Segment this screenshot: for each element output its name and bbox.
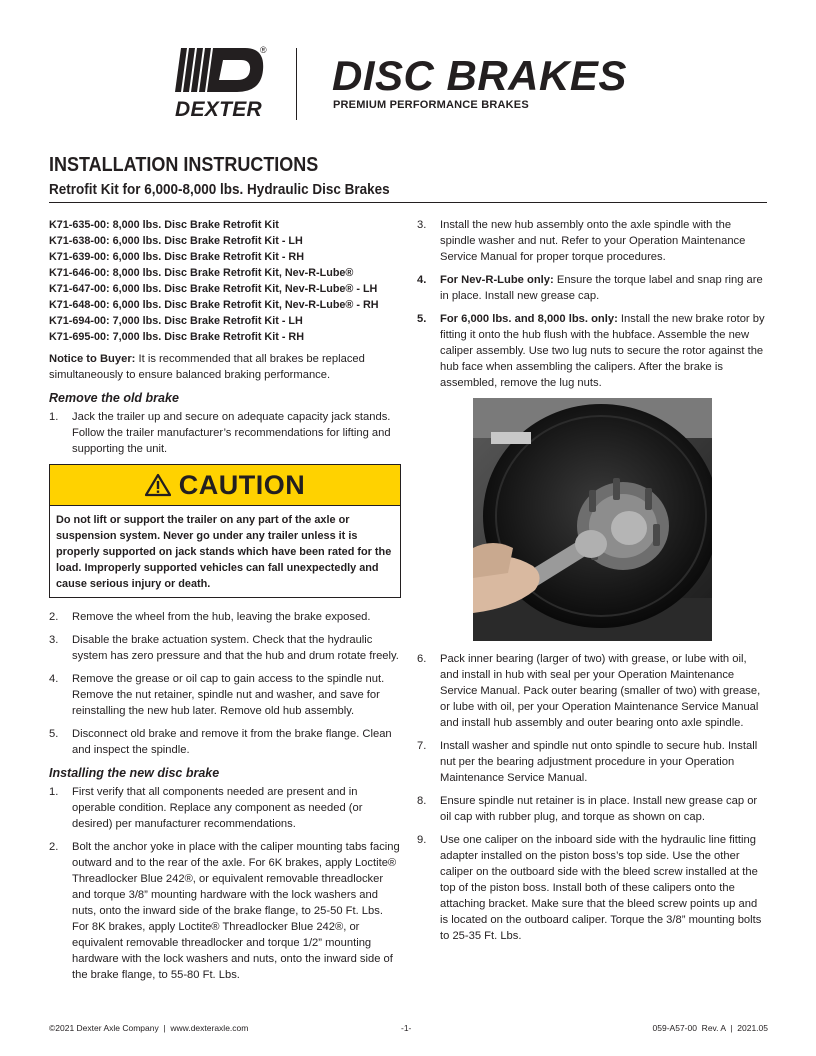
caution-header — [50, 465, 400, 506]
notice-to-buyer — [49, 351, 401, 383]
step-item — [49, 671, 401, 719]
title-divider — [49, 202, 767, 203]
document-subtitle: Retrofit Kit for 6,000-8,000 lbs. Hydraulic Disc Brakes — [49, 181, 390, 198]
step-item — [417, 738, 767, 786]
step-text: Ensure spindle nut retainer is in place. Install new grease cap or oil cap with rubber plug, and torque as shown on cap. — [440, 795, 758, 823]
step-number: 4. — [417, 274, 427, 286]
kit-item: K71-635-00: 8,000 lbs. Disc Brake Retrofit Kit — [49, 219, 279, 231]
install-steps-continued — [417, 217, 767, 391]
step-item — [49, 409, 401, 457]
notice-label: Notice to Buyer: — [49, 353, 136, 365]
step-number: 1. — [49, 786, 59, 798]
step-text: Bolt the anchor yoke in place with the caliper mounting tabs facing outward and to the rear of the axle. For 6K brakes, apply Loctite® Threadlocker Blue 242®, or equivalent removable threadlocker and torque 3/8” mounting hardware with the lock washers and nuts, onto the inward side of the brake flange, to 25-50 Ft. Lbs. For 8K brakes, apply Loctite® Threadlocker Blue 242®, or equivalent removable threadlocker and torque 1/2” mounting hardware with the lock washers and nuts, onto the inward side of the brake flange, to 55-80 Ft. Lbs. — [72, 841, 400, 981]
kit-item: K71-639-00: 6,000 lbs. Disc Brake Retrofit Kit - RH — [49, 251, 305, 263]
step-item — [49, 839, 401, 983]
step-number: 3. — [49, 634, 59, 646]
step-item — [417, 793, 767, 825]
step-item — [417, 217, 767, 265]
step-item — [417, 311, 767, 391]
install-section-heading: Installing the new disc brake — [49, 766, 220, 780]
kit-list — [49, 217, 401, 345]
step-item — [49, 784, 401, 832]
step-text: Install the new hub assembly onto the axle spindle with the spindle washer and nut. Refer to your Operation Maintenance Service Manual for proper torque procedures. — [440, 219, 746, 263]
right-column — [417, 217, 767, 951]
step-lead: For 6,000 lbs. and 8,000 lbs. only: — [440, 313, 618, 325]
document-title: INSTALLATION INSTRUCTIONS — [49, 154, 319, 176]
left-column — [49, 217, 401, 990]
step-number: 1. — [49, 411, 59, 423]
brake-installation-photo — [473, 398, 712, 641]
caution-box — [49, 464, 401, 598]
step-number: 5. — [49, 728, 59, 740]
caution-label: CAUTION — [178, 470, 306, 500]
kit-item: K71-694-00: 7,000 lbs. Disc Brake Retrofit Kit - LH — [49, 315, 303, 327]
step-number: 7. — [417, 740, 427, 752]
install-steps-final — [417, 651, 767, 944]
step-text: Disconnect old brake and remove it from the brake flange. Clean and inspect the spindle. — [72, 728, 392, 756]
step-number: 8. — [417, 795, 427, 807]
notice-text: It is recommended that all brakes be replaced simultaneously to ensure balanced braking performance. — [49, 353, 365, 381]
step-item — [417, 272, 767, 304]
step-number: 4. — [49, 673, 59, 685]
step-text: Jack the trailer up and secure on adequate capacity jack stands. Follow the trailer manufacturer’s recommendations for lifting and supporting the unit. — [72, 411, 391, 455]
step-lead: For Nev-R-Lube only: — [440, 274, 554, 286]
kit-item: K71-646-00: 8,000 lbs. Disc Brake Retrofit Kit, Nev-R-Lube® — [49, 267, 354, 279]
remove-steps-b — [49, 609, 401, 758]
step-item — [49, 726, 401, 758]
step-number: 5. — [417, 313, 427, 325]
photo-illustration — [473, 398, 712, 641]
step-text: Install washer and spindle nut onto spindle to secure hub. Install nut per the bearing adjustment procedure in your Operation Maintenance Service Manual. — [440, 740, 758, 784]
step-item — [417, 832, 767, 944]
step-text: Ensure the torque label and snap ring are in place. Install new grease cap. — [440, 274, 763, 302]
step-text: First verify that all components needed are present and in operable condition. Replace any component as needed (or desired) per manufacturer recommendations. — [72, 786, 363, 830]
step-number: 2. — [49, 611, 59, 623]
step-item — [417, 651, 767, 731]
footer-copyright: ©2021 Dexter Axle Company | www.dexteraxle.com — [49, 1023, 249, 1033]
brand-name: DEXTER — [175, 98, 262, 121]
header-title: DISC BRAKES — [332, 52, 627, 99]
caution-text: Do not lift or support the trailer on any part of the axle or suspension system. Never go under any trailer unless it is properly supported on jack stands which have been rated for the load. Improperly supported vehicles can fall unexpectedly and cause serious injury or death. — [56, 514, 392, 590]
step-text: Disable the brake actuation system. Check that the hydraulic system has zero pressure and that the hub and drum rotate freely. — [72, 634, 399, 662]
step-text: Pack inner bearing (larger of two) with grease, or lube with oil, and install in hub with seal per your Operation Maintenance Service Manual. Pack outer bearing (smaller of two) with grease, or lube with oil, per your Operation Maintenance Service Manual and install hub assembly and outer bearing onto axle spindle. — [440, 653, 761, 729]
step-text: Remove the grease or oil cap to gain access to the spindle nut. Remove the nut retainer, spindle nut and washer, and save for reinstalling the new hub later. Remove old hub assembly. — [72, 673, 385, 717]
header-divider — [296, 48, 297, 120]
footer-doc-number: 059-A57-00 Rev. A | 2021.05 — [652, 1023, 768, 1033]
header-subtitle: PREMIUM PERFORMANCE BRAKES — [333, 99, 529, 111]
step-text: Use one caliper on the inboard side with the hydraulic line fitting adapter installed on the piston boss’s top side. Use the other caliper on the outboard side with the bleed screw installed at the top of the piston boss. Install both of these calipers onto the attaching bracket. Make sure that the bleed screw points up and is located on the outboard caliper. Torque the 3/8” mounting bolts to 25-35 Ft. Lbs. — [440, 834, 762, 942]
step-text: Remove the wheel from the hub, leaving the brake exposed. — [72, 611, 371, 623]
step-number: 2. — [49, 841, 59, 853]
registered-mark: ® — [260, 45, 267, 55]
step-number: 9. — [417, 834, 427, 846]
kit-item: K71-647-00: 6,000 lbs. Disc Brake Retrofit Kit, Nev-R-Lube® - LH — [49, 283, 378, 295]
kit-item: K71-695-00: 7,000 lbs. Disc Brake Retrofit Kit - RH — [49, 331, 305, 343]
kit-item: K71-638-00: 6,000 lbs. Disc Brake Retrofit Kit - LH — [49, 235, 303, 247]
step-text: Install the new brake rotor by fitting it onto the hub flush with the hubface. Assemble the new caliper assembly. Use two lug nuts to secure the rotor against the hub face when assembling the calipers. After the brake is assembled, remove the lug nuts. — [440, 313, 765, 389]
remove-steps-a — [49, 409, 401, 457]
step-item — [49, 632, 401, 664]
step-number: 3. — [417, 219, 427, 231]
page-number: -1- — [401, 1023, 412, 1033]
install-steps — [49, 784, 401, 983]
step-item — [49, 609, 401, 625]
step-number: 6. — [417, 653, 427, 665]
warning-triangle-icon — [145, 473, 171, 497]
remove-section-heading: Remove the old brake — [49, 391, 179, 405]
kit-item: K71-648-00: 6,000 lbs. Disc Brake Retrofit Kit, Nev-R-Lube® - RH — [49, 299, 379, 311]
